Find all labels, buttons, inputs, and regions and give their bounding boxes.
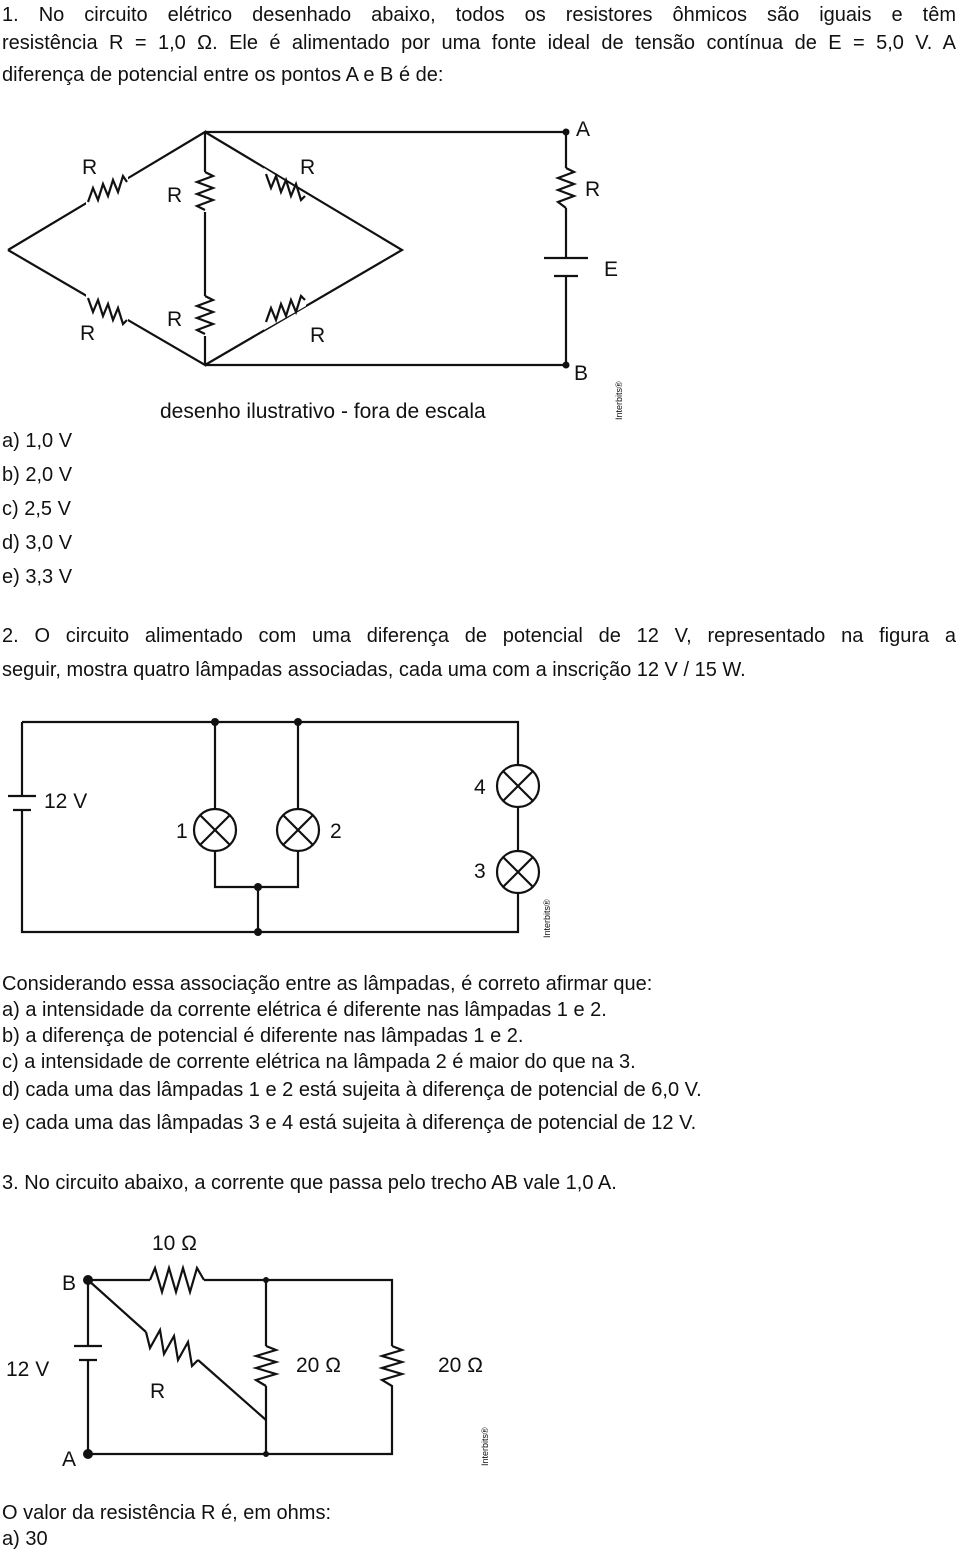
q1-label-a: A — [576, 118, 591, 141]
q2-lamp4-label: 4 — [474, 776, 486, 799]
q1-label-r3: R — [300, 156, 316, 179]
q1-circuit-diagram — [0, 110, 640, 430]
q2-statement-line1: 2. O circuito alimentado com uma diferença de potencial de 12 V, representado na figura a — [2, 625, 956, 647]
q3-label-10ohm: 10 Ω — [152, 1232, 197, 1255]
q1-option-a: a) 1,0 V — [2, 430, 73, 452]
q2-lamp-3 — [497, 851, 539, 893]
q1-figure-caption: desenho ilustrativo - fora de escala — [160, 400, 486, 423]
q3-circuit-diagram — [0, 1220, 520, 1480]
q2-node-middle — [254, 883, 262, 891]
q2-statement-line2: seguir, mostra quatro lâmpadas associadas, cada uma com a inscrição 12 V / 15 W. — [2, 659, 746, 681]
q1-label-r4: R — [585, 178, 601, 201]
q2-option-d: d) cada uma das lâmpadas 1 e 2 está sujeita à diferença de potencial de 6,0 V. — [2, 1079, 702, 1101]
q3-label-b: B — [62, 1272, 77, 1295]
q2-option-e: e) cada uma das lâmpadas 3 e 4 está sujeita à diferença de potencial de 12 V. — [2, 1112, 697, 1134]
q1-label-r1: R — [82, 156, 98, 179]
q3-statement: 3. No circuito abaixo, a corrente que passa pelo trecho AB vale 1,0 A. — [2, 1172, 617, 1194]
q2-wire-top — [22, 722, 518, 764]
q1-statement-line3: diferença de potencial entre os pontos A e B é de: — [2, 64, 444, 86]
q3-credit: Interbits® — [480, 1427, 490, 1466]
q2-lamp-4 — [497, 765, 539, 807]
q3-prompt: O valor da resistência R é, em ohms: — [2, 1502, 332, 1524]
q1-label-e: E — [604, 258, 619, 281]
q3-source-label: 12 V — [6, 1358, 50, 1381]
q2-option-a: a) a intensidade da corrente elétrica é diferente nas lâmpadas 1 e 2. — [2, 999, 607, 1021]
q2-node-bottom — [254, 928, 262, 936]
q3-option-a: a) 30 — [2, 1528, 48, 1550]
q1-resistor-right — [558, 168, 574, 208]
q2-wire-bottom — [22, 810, 518, 932]
q3-resistor-r — [146, 1330, 198, 1366]
q2-lamp3-label: 3 — [474, 860, 486, 883]
q1-option-c: c) 2,5 V — [2, 498, 71, 520]
q3-point-a — [83, 1449, 93, 1459]
q1-label-r7: R — [310, 324, 326, 347]
q3-resistor-20ohm-b — [382, 1346, 402, 1390]
q1-credit: Interbits® — [614, 381, 624, 420]
q1-label-r2: R — [167, 184, 183, 207]
q2-option-c: c) a intensidade de corrente elétrica na lâmpada 2 é maior do que na 3. — [2, 1051, 636, 1073]
q1-option-e: e) 3,3 V — [2, 566, 73, 588]
q1-statement-line1: 1. No circuito elétrico desenhado abaixo, todos os resistores ôhmicos são iguais e têm — [2, 4, 956, 26]
q2-source-label: 12 V — [44, 790, 88, 813]
q3-resistor-10ohm — [150, 1268, 204, 1292]
q2-lamp-1 — [194, 809, 236, 851]
q1-label-r6: R — [167, 308, 183, 331]
q2-option-b: b) a diferença de potencial é diferente nas lâmpadas 1 e 2. — [2, 1025, 524, 1047]
q1-point-a — [563, 129, 570, 136]
q1-resistor-middle-top — [195, 172, 217, 212]
q3-node-bottom — [263, 1451, 269, 1457]
q1-statement-line2: resistência R = 1,0 Ω. Ele é alimentado por uma fonte ideal de tensão contínua de E = 5,0 V. A — [2, 32, 956, 54]
q3-label-20ohm-b: 20 Ω — [438, 1354, 483, 1377]
q2-node-top-1 — [211, 718, 219, 726]
q2-lamp2-label: 2 — [330, 820, 342, 843]
q2-circuit-diagram — [0, 710, 560, 950]
q3-wire-top — [204, 1280, 392, 1346]
q1-option-d: d) 3,0 V — [2, 532, 73, 554]
q3-wire-diagonal-top — [88, 1280, 146, 1332]
q2-node-top-2 — [294, 718, 302, 726]
q1-wire-bottom — [205, 280, 566, 365]
q3-label-a: A — [62, 1448, 77, 1471]
q1-resistor-middle-bottom — [195, 296, 217, 336]
q2-lamp1-label: 1 — [176, 820, 188, 843]
q2-lamp-2 — [277, 809, 319, 851]
q3-point-b — [83, 1275, 93, 1285]
q3-label-20ohm-a: 20 Ω — [296, 1354, 341, 1377]
q3-resistor-20ohm-a — [256, 1346, 276, 1386]
q1-resistor-lower-right — [264, 294, 306, 330]
q2-prompt: Considerando essa associação entre as lâmpadas, é correto afirmar que: — [2, 973, 653, 995]
q2-wire-lamp12-bottom — [215, 851, 298, 887]
q3-wire-bottom — [88, 1360, 392, 1454]
q1-option-b: b) 2,0 V — [2, 464, 73, 486]
q1-wire-top — [205, 132, 566, 168]
q2-credit: Interbits® — [542, 899, 552, 938]
q3-label-r: R — [150, 1380, 166, 1403]
q1-label-b: B — [574, 362, 589, 385]
q1-point-b — [563, 362, 570, 369]
q1-label-r5: R — [80, 322, 96, 345]
